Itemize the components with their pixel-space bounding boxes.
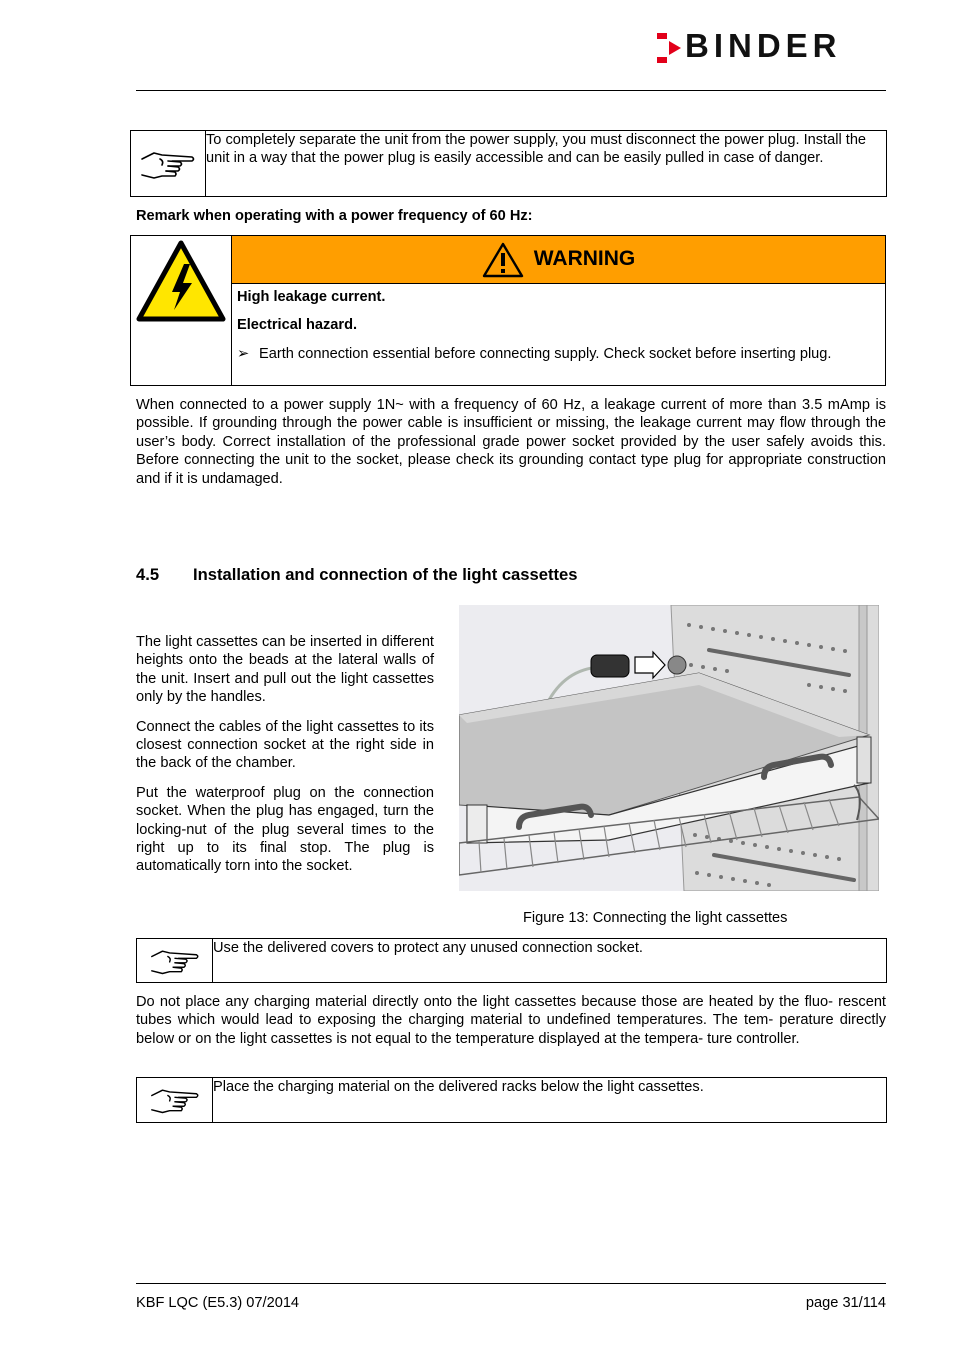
warning-triangle-icon bbox=[482, 242, 524, 278]
warning-title: WARNING bbox=[533, 247, 636, 271]
header-rule bbox=[136, 90, 886, 91]
warning-line-leakage: High leakage current. bbox=[237, 289, 386, 305]
arrow-bullet-icon: ➢ bbox=[237, 345, 250, 362]
paragraph-charging: Do not place any charging material directly onto the light cassettes because those are heated by the fluo- rescent tubes which would lead to exposing the charging material to undefined temperatures. The tem- perature directly below or on the light cassettes is not equal to the temperature displayed at the tempera- ture controller. bbox=[136, 994, 886, 1047]
footer-page-number: page 31/114 bbox=[805, 1295, 886, 1311]
paragraph-leakage: When connected to a power supply 1N~ with a frequency of 60 Hz, a leakage current of more than 3.5 mAmp is possible. If grounding through the power cable is insufficient or missing, the leakage current may flow through the user’s body. Correct installation of the professional grade power socket provided by the user safely avoids this. Before connecting the unit to the socket, please check its grounding contact type plug for appropriate construction and if it is undamaged. bbox=[136, 397, 886, 487]
warning-box bbox=[130, 235, 886, 386]
binder-logo-mark bbox=[657, 33, 683, 63]
section-paragraph: Put the waterproof plug on the connection socket. When the plug has engaged, turn the locking-nut of the plug several times to the right up to its final stop. The plug is automatically torn into the socket. bbox=[136, 784, 434, 875]
electrical-hazard-icon bbox=[136, 240, 226, 322]
brand-name: BINDER bbox=[685, 27, 842, 64]
warning-bullet bbox=[237, 345, 880, 363]
light-cassette-figure bbox=[459, 605, 879, 891]
warning-line-hazard: Electrical hazard. bbox=[237, 317, 358, 334]
section-heading bbox=[136, 565, 577, 585]
section-paragraph: Connect the cables of the light cassettes to its closest connection socket at the right side in the back of the chamber. bbox=[136, 718, 434, 772]
warning-icon-cell bbox=[131, 236, 232, 385]
section-text bbox=[136, 633, 434, 887]
note-power-plug-text: To completely separate the unit from the power supply, you must disconnect the power plug. Install the unit in a way that the power plug is easily accessible and can be easily pulled in case of danger. bbox=[206, 131, 887, 197]
section-number: 4.5 bbox=[136, 565, 160, 584]
warning-header bbox=[232, 236, 885, 284]
figure-caption: Figure 13: Connecting the light cassettes bbox=[523, 910, 788, 926]
note-racks bbox=[136, 1077, 887, 1123]
binder-logo bbox=[655, 27, 887, 64]
warning-body bbox=[237, 288, 880, 363]
footer-rule bbox=[136, 1283, 886, 1284]
warning-bullet-text: Earth connection essential before connecting supply. Check socket before inserting plug. bbox=[259, 345, 832, 362]
note-covers bbox=[136, 938, 887, 983]
pointing-hand-icon bbox=[131, 131, 205, 196]
remark-60hz: Remark when operating with a power frequency of 60 Hz: bbox=[136, 208, 533, 224]
note-racks-text: Place the charging material on the delivered racks below the light cassettes. bbox=[213, 1078, 887, 1123]
note-power-plug bbox=[130, 130, 887, 197]
section-title: Installation and connection of the light cassettes bbox=[193, 565, 578, 584]
footer-doc-id: KBF LQC (E5.3) 07/2014 bbox=[136, 1295, 300, 1311]
pointing-hand-icon bbox=[137, 939, 212, 982]
section-paragraph: The light cassettes can be inserted in different heights onto the beads at the lateral walls of the unit. Insert and pull out the light cassettes only by the handles. bbox=[136, 634, 434, 706]
note-covers-text: Use the delivered covers to protect any unused connection socket. bbox=[213, 939, 887, 983]
pointing-hand-icon bbox=[137, 1078, 212, 1122]
